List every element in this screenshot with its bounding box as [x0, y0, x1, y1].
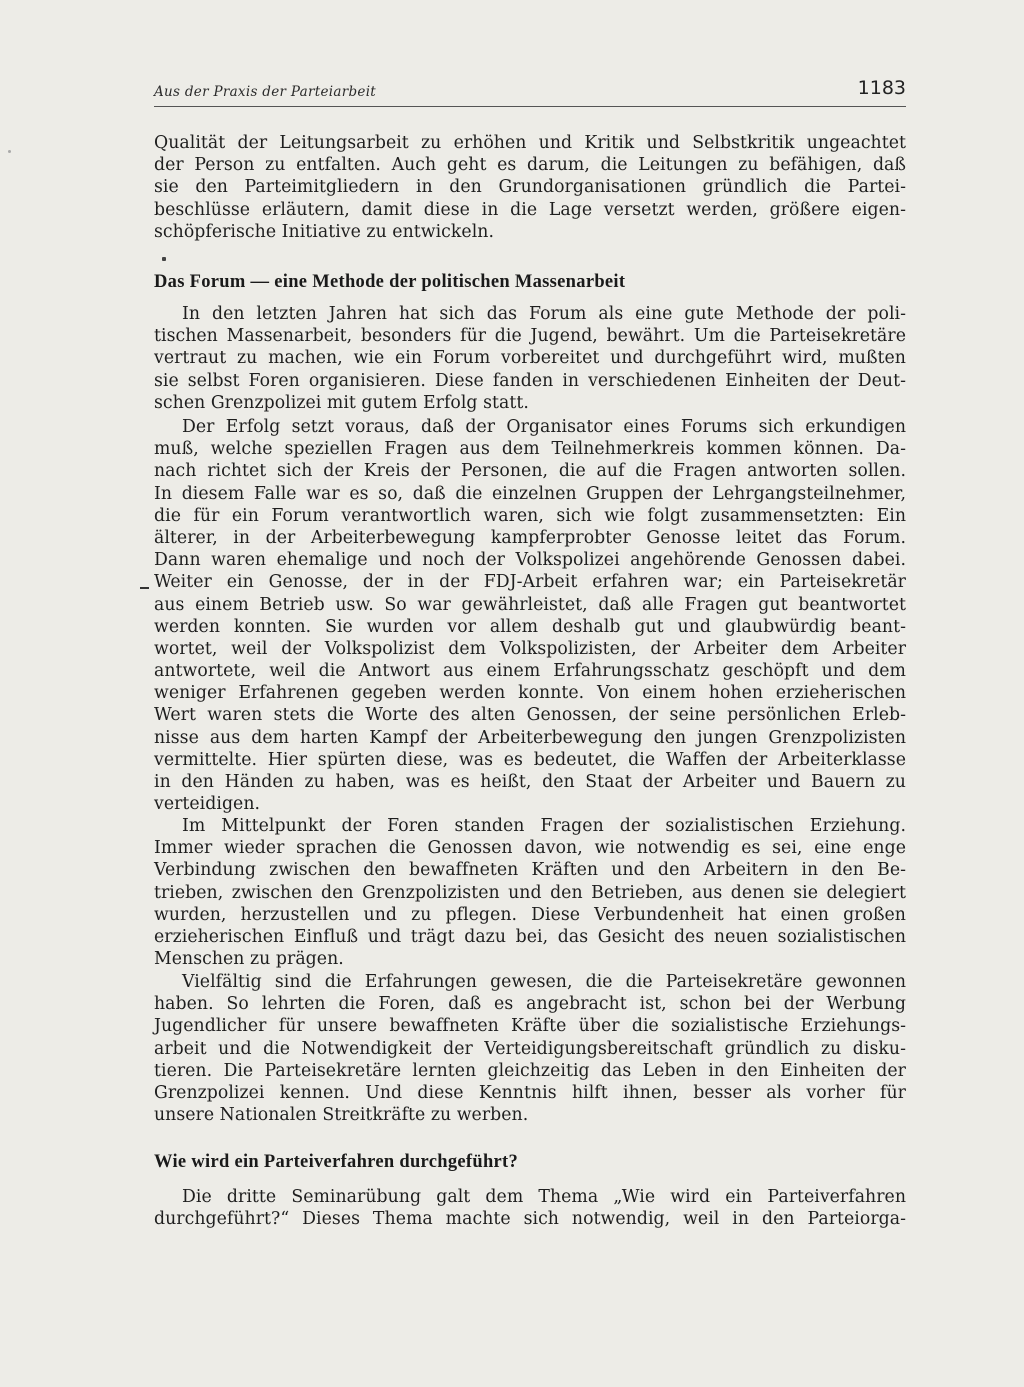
text-line: in den Händen zu haben, was es heißt, den Staat der Arbeiter und Bauern zu	[154, 772, 906, 792]
text-line: werden konnten. Sie wurden vor allem deshalb gut und glaubwürdig beant-	[154, 616, 906, 637]
text-line: vermittelte. Hier spürten diese, was es bedeutet, die Waffen der Arbeiterklasse	[154, 749, 906, 770]
margin-dot-mark	[162, 257, 166, 261]
text-line: trieben, zwischen den Grenzpolizisten und den Betrieben, aus denen sie delegiert	[154, 882, 906, 903]
text-line: antwortete, weil die Antwort aus einem Erfahrungsschatz geschöpft und dem	[154, 661, 906, 682]
text-line: weniger Erfahrenen gegeben werden konnte. Von einem hohen erzieherischen	[154, 683, 906, 704]
paragraph-intro	[154, 132, 906, 243]
text-line: tieren. Die Parteisekretäre lernten gleichzeitig das Leben in den Einheiten der	[154, 1060, 906, 1081]
text-line: Grenzpolizei kennen. Und diese Kenntnis hilft ihnen, besser als vorher für	[154, 1082, 906, 1103]
text-line: beschlüsse erläutern, damit diese in die Lage versetzt werden, größere eigen-	[154, 199, 906, 220]
text-line: Die dritte Seminarübung galt dem Thema „Wie wird ein Parteiverfahren	[182, 1187, 906, 1207]
running-title: Aus der Praxis der Parteiarbeit	[154, 84, 377, 100]
text-line: Jugendlicher für unsere bewaffneten Kräfte über die sozialistische Erziehungs-	[154, 1016, 906, 1037]
text-line: In den letzten Jahren hat sich das Forum als eine gute Methode der poli-	[182, 304, 906, 324]
text-line: arbeit und die Notwendigkeit der Verteidigungsbereitschaft gründlich zu disku-	[154, 1038, 906, 1059]
text-line: schöpferische Initiative zu entwickeln.	[154, 221, 494, 242]
text-line: die für ein Forum verantwortlich waren, sich wie folgt zusammensetzten: Ein	[154, 505, 906, 526]
text-line: Qualität der Leitungsarbeit zu erhöhen und Kritik und Selbstkritik ungeachtet	[154, 133, 906, 153]
text-line: wurden, herzustellen und zu pflegen. Diese Verbundenheit hat einen großen	[154, 904, 906, 925]
text-line: sie selbst Foren organisieren. Diese fanden in verschiedenen Einheiten der Deut-	[154, 370, 906, 391]
text-line: wortet, weil der Volkspolizist dem Volkspolizisten, der Arbeiter dem Arbeiter	[154, 638, 906, 659]
text-line: Immer wieder sprachen die Genossen davon, wie notwendig es sei, eine enge	[154, 838, 906, 859]
text-line: nach richtet sich der Kreis der Personen, die auf die Fragen antworten sollen.	[154, 461, 906, 482]
text-line: der Person zu entfalten. Auch geht es darum, die Leitungen zu befähigen, daß	[154, 155, 906, 176]
text-line: Der Erfolg setzt voraus, daß der Organisator eines Forums sich erkundigen	[182, 417, 906, 437]
page-number: 1183	[857, 77, 906, 99]
paragraph-forum-2	[154, 416, 906, 815]
text-line: muß, welche speziellen Fragen aus dem Teilnehmerkreis kommen können. Da-	[154, 439, 906, 460]
text-line: Menschen zu prägen.	[154, 949, 344, 970]
text-line: durchgeführt?“ Dieses Thema machte sich notwendig, weil in den Parteiorga-	[154, 1209, 906, 1230]
text-line: schen Grenzpolizei mit gutem Erfolg statt.	[154, 392, 529, 413]
text-line: tischen Massenarbeit, besonders für die Jugend, bewährt. Um die Parteisekretäre	[154, 326, 906, 347]
text-line: erzieherischen Einfluß und trägt dazu bei, das Gesicht des neuen sozialistischen	[154, 926, 906, 947]
text-line: älterer, in der Arbeiterbewegung kampferprobter Genosse leitet das Forum.	[154, 527, 906, 548]
paragraph-forum-3	[154, 815, 906, 970]
text-line: Verbindung zwischen den bewaffneten Kräften und den Arbeitern in den Be-	[154, 860, 906, 881]
paragraph-forum-4	[154, 971, 906, 1126]
paragraph-verfahren-1	[154, 1186, 906, 1230]
text-line: verteidigen.	[154, 794, 261, 815]
text-line: Im Mittelpunkt der Foren standen Fragen der sozialistischen Erziehung.	[182, 816, 906, 836]
text-line: sie den Parteimitgliedern in den Grundorganisationen gründlich die Partei-	[154, 177, 906, 198]
text-line: aus einem Betrieb usw. So war gewährleistet, daß alle Fragen gut beantwortet	[154, 594, 906, 615]
text-line: vertraut zu machen, wie ein Forum vorbereitet und durchgeführt wird, mußten	[154, 348, 906, 369]
text-line: unsere Nationalen Streitkräfte zu werben.	[154, 1105, 529, 1126]
paragraph-forum-1	[154, 303, 906, 414]
section-heading-verfahren: Wie wird ein Parteiverfahren durchgeführt?	[154, 1152, 519, 1172]
section-heading-forum: Das Forum — eine Methode der politischen Massenarbeit	[154, 272, 626, 292]
margin-dash-mark	[140, 587, 149, 589]
text-line: Weiter ein Genosse, der in der FDJ-Arbeit erfahren war; ein Parteisekretär	[154, 572, 906, 593]
text-line: nisse aus dem harten Kampf der Arbeiterbewegung den jungen Grenzpolizisten	[154, 727, 906, 748]
text-line: haben. So lehrten die Foren, daß es angebracht ist, schon bei der Werbung	[154, 994, 906, 1015]
scan-speck	[8, 150, 11, 153]
text-line: Wert waren stets die Worte des alten Genossen, der seine persönlichen Erleb-	[154, 705, 906, 726]
text-line: In diesem Falle war es so, daß die einzelnen Gruppen der Lehrgangsteilnehmer,	[154, 483, 906, 504]
header-rule	[154, 106, 906, 107]
text-line: Dann waren ehemalige und noch der Volkspolizei angehörende Genossen dabei.	[154, 550, 906, 571]
running-head	[154, 72, 906, 108]
text-line: Vielfältig sind die Erfahrungen gewesen, die die Parteisekretäre gewonnen	[182, 972, 906, 992]
